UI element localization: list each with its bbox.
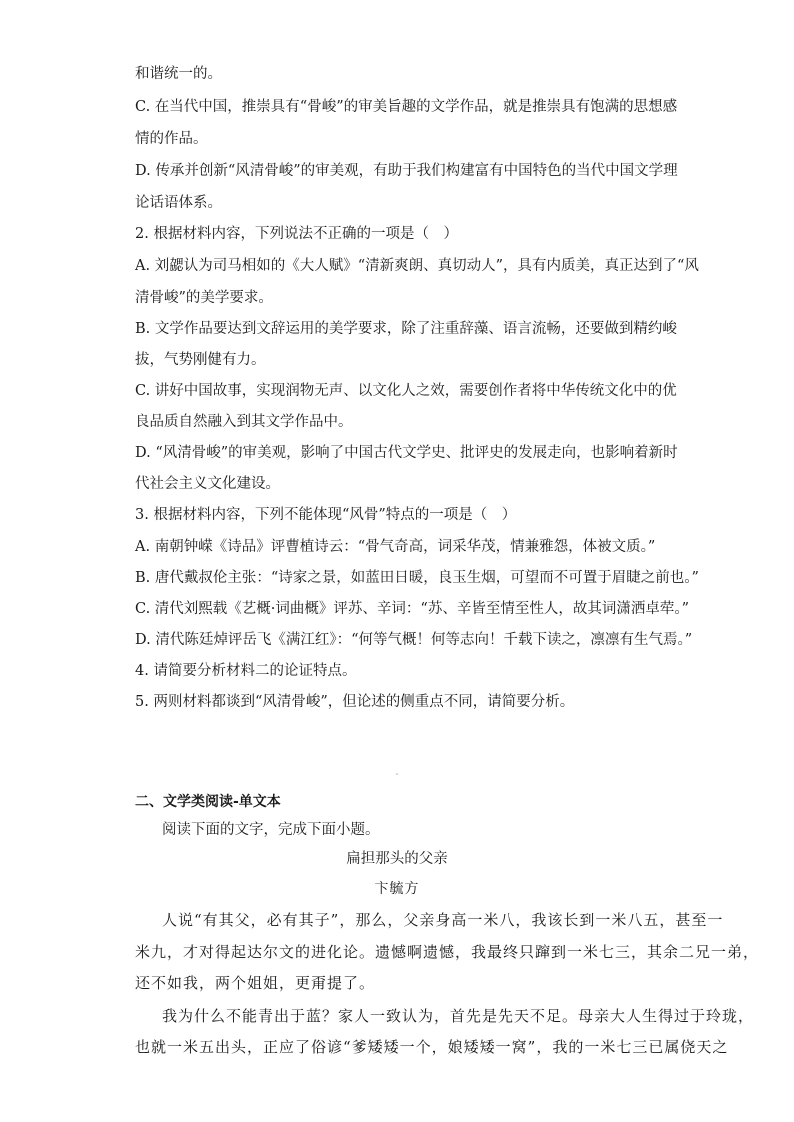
section-title: 二、文学类阅读-单文本	[135, 794, 281, 810]
stray-dot	[396, 773, 398, 775]
question-2: 2. 根据材料内容，下列说法不正确的一项是（ ）	[135, 226, 458, 242]
option-c-line: C. 讲好中国故事，实现润物无声、以文化人之效，需要创作者将中华传统文化中的优	[135, 383, 677, 399]
option-d-line: D. 传承并创新“风清骨峻”的审美观，有助于我们构建富有中国特色的当代中国文学理	[135, 163, 678, 179]
material-line: 良品质自然融入到其文学作品中。	[135, 414, 353, 430]
option-a-line: A. 刘勰认为司马相如的《大人赋》“清新爽朗、真切动人”，具有内质美，真正达到了“风	[135, 258, 699, 274]
story-line: 米九，才对得起达尔文的进化论。遗憾啊遗憾，我最终只蹿到一米七三，其余二兄一弟，	[135, 943, 760, 961]
material-line: 代社会主义文化建设。	[135, 476, 280, 492]
question-5: 5. 两则材料都谈到“风清骨峻”，但论述的侧重点不同，请简要分析。	[135, 694, 575, 710]
material-line: 清骨峻”的美学要求。	[135, 290, 273, 306]
story-author: 卞毓方	[374, 881, 420, 897]
section-instruction: 阅读下面的文字，完成下面小题。	[162, 822, 380, 838]
question-3: 3. 根据材料内容，下列不能体现“风骨”特点的一项是（ ）	[135, 507, 517, 523]
option-b-line: B. 唐代戴叔伦主张：“诗家之景，如蓝田日暖，良玉生烟，可望而不可置于眉睫之前也。”	[135, 570, 699, 586]
story-line: 我为什么不能青出于蓝？家人一致认为，首先是先天不足。母亲大人生得过于玲珑，	[162, 1007, 755, 1025]
option-c-line: C. 在当代中国，推崇具有“骨峻”的审美旨趣的文学作品，就是推崇具有饱满的思想感	[135, 99, 678, 115]
option-b-line: B. 文学作品要达到文辞运用的美学要求，除了注重辞藻、语言流畅，还要做到精约峻	[135, 321, 677, 337]
material-line: 论话语体系。	[135, 195, 222, 211]
option-c-line: C. 清代刘熙载《艺概·词曲概》评苏、辛词：“苏、辛皆至情至性人，故其词潇洒卓荦。”	[135, 601, 689, 617]
material-line: 情的作品。	[135, 131, 208, 147]
story-title: 扁担那头的父亲	[346, 851, 448, 867]
story-line: 人说“有其父，必有其子”，那么，父亲身高一米八，我该长到一米八五，甚至一	[162, 911, 724, 929]
option-d-line: D. “风清骨峻”的审美观，影响了中国古代文学史、批评史的发展走向，也影响着新时	[135, 445, 678, 461]
question-4: 4. 请简要分析材料二的论证特点。	[135, 663, 357, 679]
material-line: 拔，气势刚健有力。	[135, 352, 266, 368]
option-a-line: A. 南朝钟嵘《诗品》评曹植诗云：“骨气奇高，词采华茂，情兼雅怨，体被文质。”	[135, 539, 656, 555]
story-line: 还不如我，两个姐姐，更甭提了。	[135, 974, 376, 992]
option-d-line: D. 清代陈廷焯评岳飞《满江红》：“何等气概！何等志向！千载下读之，凛凛有生气焉。”	[135, 632, 693, 648]
material-line: 和谐统一的。	[135, 66, 222, 82]
story-line: 也就一米五出头，正应了俗谚“爹矮矮一个，娘矮矮一窝”，我的一米七三已属侥天之	[135, 1038, 729, 1056]
